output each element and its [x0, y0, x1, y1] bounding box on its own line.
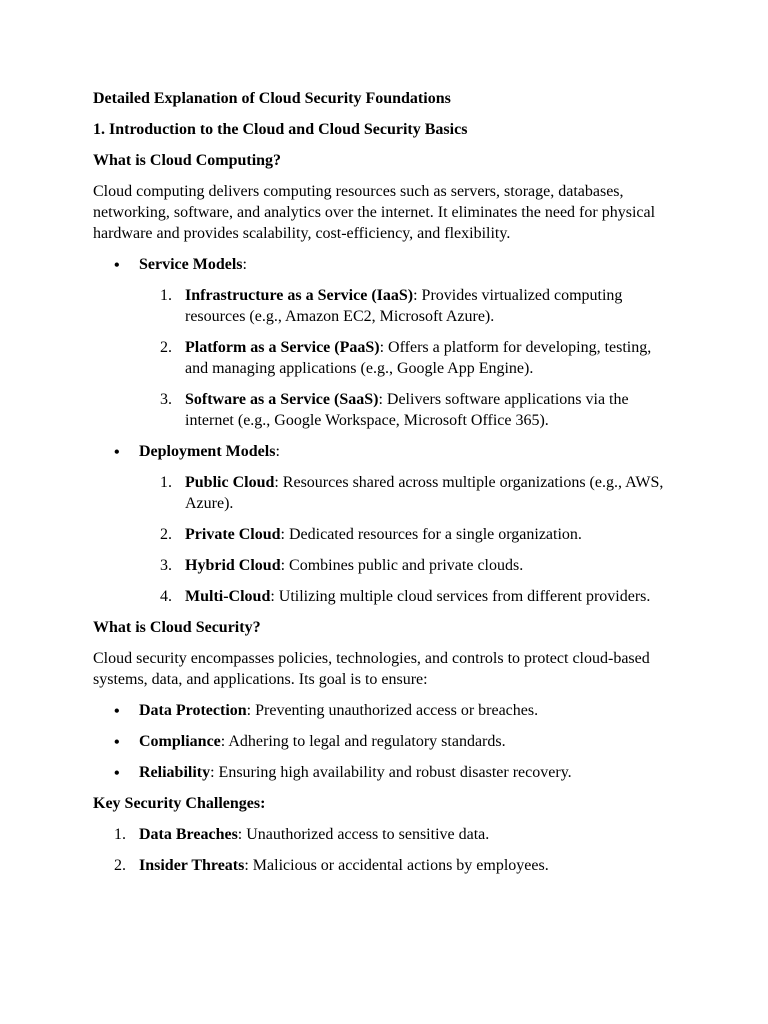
list-number: 3.	[160, 391, 172, 408]
list-term: Public Cloud	[185, 474, 275, 491]
bullet-item	[93, 762, 673, 783]
list-number: 1.	[160, 474, 172, 491]
list-number: 2.	[160, 339, 172, 356]
list-item	[139, 285, 673, 327]
subheading-key-challenges: Key Security Challenges:	[93, 795, 266, 812]
bullet-term: Compliance	[139, 733, 221, 750]
list-term: Hybrid Cloud	[185, 557, 281, 574]
list-term: Data Breaches	[139, 826, 238, 843]
bullet-item-deployment-models	[93, 441, 673, 607]
list-item	[139, 555, 673, 576]
document-title: Detailed Explanation of Cloud Security Foundations	[93, 90, 451, 107]
list-text: : Dedicated resources for a single organization.	[280, 526, 582, 543]
list-text: : Utilizing multiple cloud services from different providers.	[270, 588, 651, 605]
paragraph-cloud-computing: Cloud computing delivers computing resources such as servers, storage, databases, networking, software, and analytics over the internet. It eliminates the need for physical hardware and provides scalability, cost-efficiency, and flexibility.	[93, 183, 656, 242]
list-item	[139, 586, 673, 607]
list-item	[139, 472, 673, 514]
list-text: : Unauthorized access to sensitive data.	[237, 826, 490, 843]
document-page	[93, 88, 673, 886]
list-term: Platform as a Service (PaaS)	[185, 339, 380, 356]
cloud-computing-bullet-list	[93, 254, 673, 607]
bullet-term: Deployment Models	[139, 443, 276, 460]
list-text: : Delivers software applications via the internet (e.g., Google Workspace, Microsoft Office 365).	[185, 391, 629, 429]
key-challenges-list	[93, 824, 673, 876]
list-number: 2.	[160, 526, 172, 543]
bullet-marker: •	[114, 257, 120, 274]
list-text: : Resources shared across multiple organizations (e.g., AWS, Azure).	[185, 474, 664, 512]
list-term: Software as a Service (SaaS)	[185, 391, 379, 408]
list-term: Private Cloud	[185, 526, 281, 543]
deployment-models-list	[139, 472, 673, 607]
list-term: Infrastructure as a Service (IaaS)	[185, 287, 414, 304]
list-number: 1.	[114, 826, 126, 843]
bullet-marker: •	[114, 703, 120, 720]
list-number: 3.	[160, 557, 172, 574]
list-text: : Malicious or accidental actions by employees.	[244, 857, 549, 874]
bullet-text: : Adhering to legal and regulatory standards.	[220, 733, 506, 750]
list-term: Insider Threats	[139, 857, 245, 874]
section-heading-intro: 1. Introduction to the Cloud and Cloud Security Basics	[93, 121, 468, 138]
bullet-text: : Preventing unauthorized access or breaches.	[246, 702, 539, 719]
bullet-marker: •	[114, 444, 120, 461]
bullet-item	[93, 731, 673, 752]
list-text: : Combines public and private clouds.	[280, 557, 524, 574]
service-models-list	[139, 285, 673, 431]
bullet-suffix: :	[275, 443, 280, 460]
paragraph-cloud-security: Cloud security encompasses policies, technologies, and controls to protect cloud-based systems, data, and applications. Its goal is to ensure:	[93, 650, 650, 688]
bullet-term: Data Protection	[139, 702, 247, 719]
bullet-item-service-models	[93, 254, 673, 431]
bullet-term: Service Models	[139, 256, 243, 273]
bullet-marker: •	[114, 734, 120, 751]
bullet-term: Reliability	[139, 764, 211, 781]
subheading-cloud-security: What is Cloud Security?	[93, 619, 261, 636]
list-item	[93, 855, 673, 876]
cloud-security-goals-list	[93, 700, 673, 783]
list-number: 1.	[160, 287, 172, 304]
list-term: Multi-Cloud	[185, 588, 271, 605]
bullet-text: : Ensuring high availability and robust disaster recovery.	[210, 764, 572, 781]
list-number: 4.	[160, 588, 172, 605]
list-item	[139, 337, 673, 379]
list-text: : Provides virtualized computing resources (e.g., Amazon EC2, Microsoft Azure).	[185, 287, 623, 325]
list-text: : Offers a platform for developing, testing, and managing applications (e.g., Google App Engine).	[185, 339, 652, 377]
bullet-suffix: :	[242, 256, 247, 273]
bullet-item	[93, 700, 673, 721]
list-item	[139, 524, 673, 545]
list-item	[139, 389, 673, 431]
bullet-marker: •	[114, 765, 120, 782]
list-item	[93, 824, 673, 845]
subheading-cloud-computing: What is Cloud Computing?	[93, 152, 282, 169]
list-number: 2.	[114, 857, 126, 874]
